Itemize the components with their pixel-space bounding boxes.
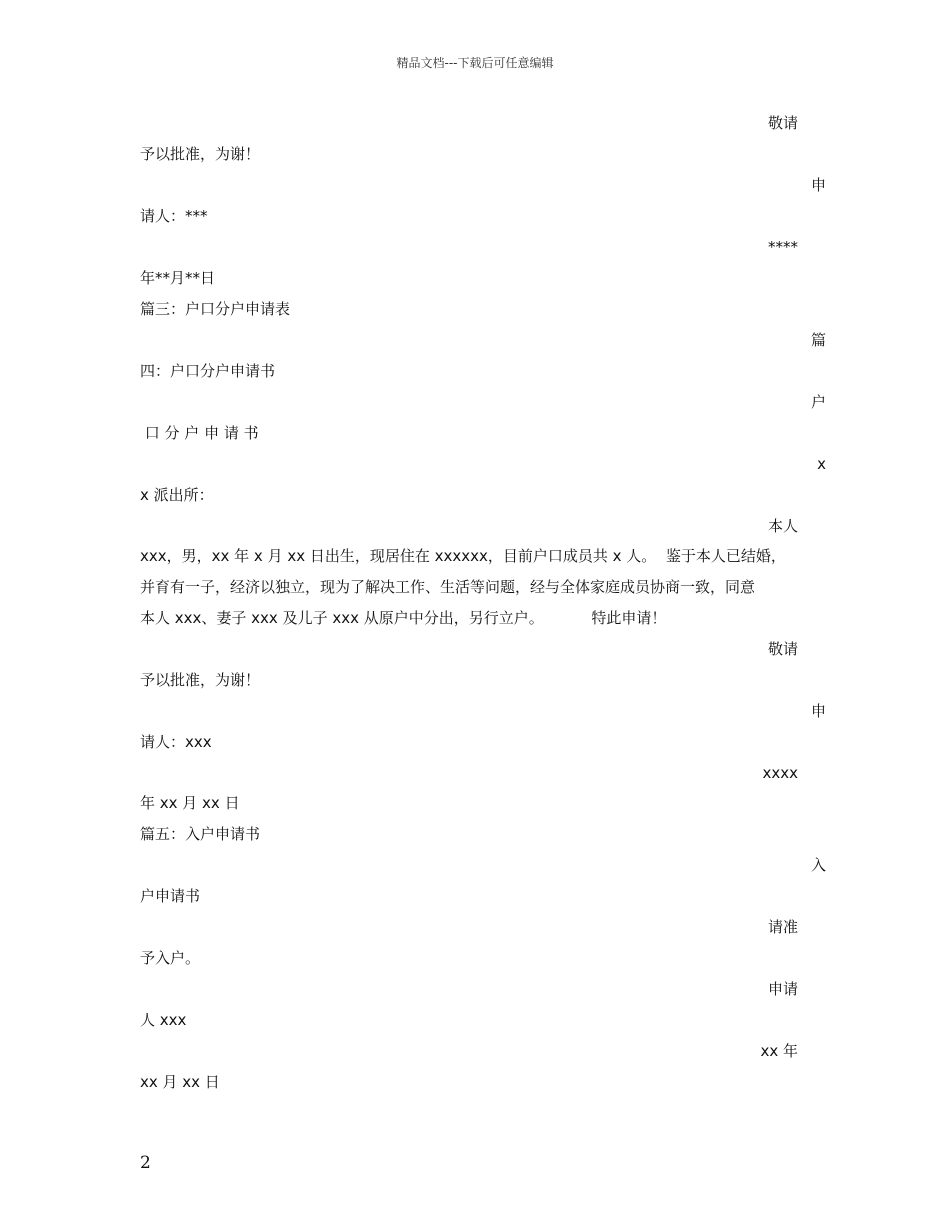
text-line: 敬请	[767, 114, 798, 132]
text-line: 本人	[767, 517, 798, 535]
text-line: 敬请	[767, 640, 798, 658]
text-line: 入	[810, 856, 826, 874]
text-line: 年**月**日	[140, 269, 216, 287]
text-line: xx 月 xx 日	[140, 1073, 220, 1091]
text-line: 申请	[767, 980, 798, 998]
paragraph-line: xxx，男，xx 年 x 月 xx 日出生，现居住在 xxxxxx，目前户口成员共 x 人。 鉴于本人已结婚，	[140, 547, 786, 565]
text-line: x 派出所：	[140, 486, 214, 504]
text-line: 户申请书	[140, 887, 201, 905]
text-line: x	[817, 455, 826, 473]
text-line: xxxx	[762, 764, 798, 782]
page-number: 2	[140, 1153, 151, 1173]
paragraph-line: 并育有一子，经济以独立，现为了解决工作、生活等问题，经与全体家庭成员协商一致，同意	[140, 578, 756, 596]
paragraph-line: 本人 xxx、妻子 xxx 及儿子 xxx 从原户中分出，另行立户。 特此申请！	[140, 609, 667, 627]
text-line: 予以批准，为谢！	[140, 671, 261, 689]
text-line: ****	[768, 238, 798, 256]
text-line: 年 xx 月 xx 日	[140, 794, 240, 812]
section-heading: 篇三：户口分户申请表	[140, 300, 291, 318]
section-heading: 篇五：入户申请书	[140, 825, 261, 843]
text-line: 人 xxx	[140, 1011, 187, 1029]
text-line: 请准	[767, 918, 798, 936]
section-heading: 四：户口分户申请书	[140, 362, 276, 380]
page-header: 精品文档---下载后可任意编辑	[396, 56, 554, 70]
text-line: 请人：xxx	[140, 733, 212, 751]
text-line: 户	[810, 393, 826, 411]
text-line: 口 分 户 申 请 书	[140, 424, 259, 442]
text-line: 申	[810, 702, 826, 720]
text-line: 予入户。	[140, 949, 201, 967]
text-line: xx 年	[760, 1042, 798, 1060]
text-line: 予以批准，为谢！	[140, 145, 261, 163]
text-line: 申	[810, 176, 826, 194]
text-line: 请人：***	[140, 207, 208, 225]
text-line: 篇	[810, 331, 826, 349]
